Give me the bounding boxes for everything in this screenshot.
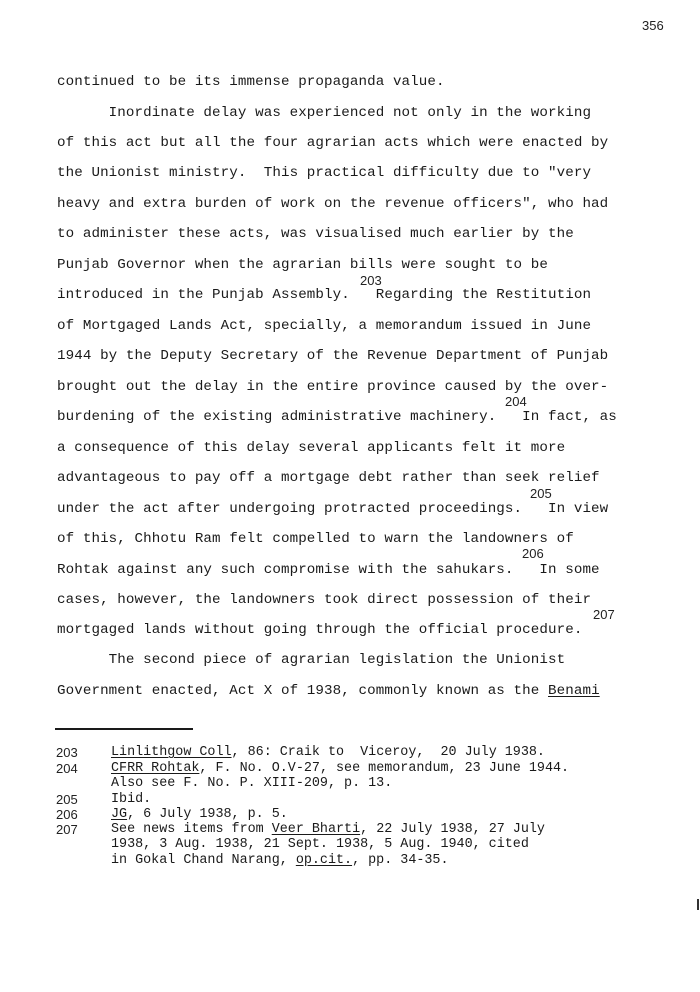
body-line: a consequence of this delay several applicants felt it more xyxy=(57,440,566,456)
body-line: The second piece of agrarian legislation the Unionist xyxy=(57,652,566,668)
footnote-number: 204 xyxy=(56,761,78,776)
footnote-text xyxy=(111,822,545,837)
footnote-number: 206 xyxy=(56,807,78,822)
footnote-text: Ibid. xyxy=(111,792,152,807)
body-line: Inordinate delay was experienced not only in the working xyxy=(57,105,592,121)
footnote-continuation xyxy=(111,853,449,868)
footnote-detail: , 22 July 1938, 27 July xyxy=(360,822,545,837)
op-cit: op.cit. xyxy=(295,853,353,868)
source-title: Linlithgow Coll xyxy=(111,745,232,760)
footnote-detail: , 6 July 1938, p. 5. xyxy=(127,807,288,822)
body-line: the Unionist ministry. This practical difficulty due to "very xyxy=(57,165,592,181)
footnote-ref-203: 203 xyxy=(360,273,382,288)
body-line: of this, Chhotu Ram felt compelled to warn the landowners of xyxy=(57,531,574,547)
footnote-continuation: Also see F. No. P. XIII-209, p. 13. xyxy=(111,776,393,791)
footnote-separator xyxy=(55,728,193,730)
body-line xyxy=(57,682,600,700)
body-line: to administer these acts, was visualised much earlier by the xyxy=(57,226,574,242)
body-line: continued to be its immense propaganda value. xyxy=(57,74,445,90)
footnote-detail: , 86: Craik to Viceroy, 20 July 1938. xyxy=(231,745,545,760)
benami-term: Benami xyxy=(548,683,600,699)
source-title: Veer Bharti xyxy=(271,822,361,837)
body-line: introduced in the Punjab Assembly. Regarding the Restitution xyxy=(57,287,592,303)
body-line: burdening of the existing administrative machinery. In fact, as xyxy=(57,409,617,425)
footnote-number: 205 xyxy=(56,792,78,807)
body-line: Punjab Governor when the agrarian bills were sought to be xyxy=(57,257,548,273)
footnote-continuation: 1938, 3 Aug. 1938, 21 Sept. 1938, 5 Aug. 1940, cited xyxy=(111,837,529,852)
body-line: of this act but all the four agrarian acts which were enacted by xyxy=(57,135,609,151)
body-line-text: Government enacted, Act X of 1938, commonly known as the xyxy=(57,683,548,699)
body-line: under the act after undergoing protracted proceedings. In view xyxy=(57,501,609,517)
body-line: mortgaged lands without going through the official procedure. xyxy=(57,622,583,638)
page-number: 356 xyxy=(642,18,664,33)
body-line: of Mortgaged Lands Act, specially, a memorandum issued in June xyxy=(57,318,592,334)
footnote-text xyxy=(111,807,288,822)
footnote-ref-206: 206 xyxy=(522,546,544,561)
footnote-number: 203 xyxy=(56,745,78,760)
scan-edge-mark xyxy=(697,899,699,910)
footnote-text xyxy=(111,745,545,760)
body-line: heavy and extra burden of work on the revenue officers", who had xyxy=(57,196,609,212)
body-line: 1944 by the Deputy Secretary of the Revenue Department of Punjab xyxy=(57,348,609,364)
footnote-detail: , F. No. O.V-27, see memorandum, 23 June 1944. xyxy=(199,761,570,776)
footnote-prefix: in Gokal Chand Narang, xyxy=(111,853,296,868)
body-line: Rohtak against any such compromise with the sahukars. In some xyxy=(57,562,600,578)
source-title: JG xyxy=(111,807,128,822)
source-title: CFRR Rohtak xyxy=(111,761,200,776)
footnote-detail: , pp. 34-35. xyxy=(352,853,449,868)
body-line: brought out the delay in the entire province caused by the over- xyxy=(57,379,609,395)
footnote-prefix: See news items from xyxy=(111,822,272,837)
footnote-ref-205: 205 xyxy=(530,486,552,501)
footnote-ref-204: 204 xyxy=(505,394,527,409)
footnote-ref-207: 207 xyxy=(593,607,615,622)
footnote-text xyxy=(111,761,569,776)
footnote-number: 207 xyxy=(56,822,78,837)
body-line: advantageous to pay off a mortgage debt rather than seek relief xyxy=(57,470,600,486)
body-line: cases, however, the landowners took direct possession of their xyxy=(57,592,592,608)
